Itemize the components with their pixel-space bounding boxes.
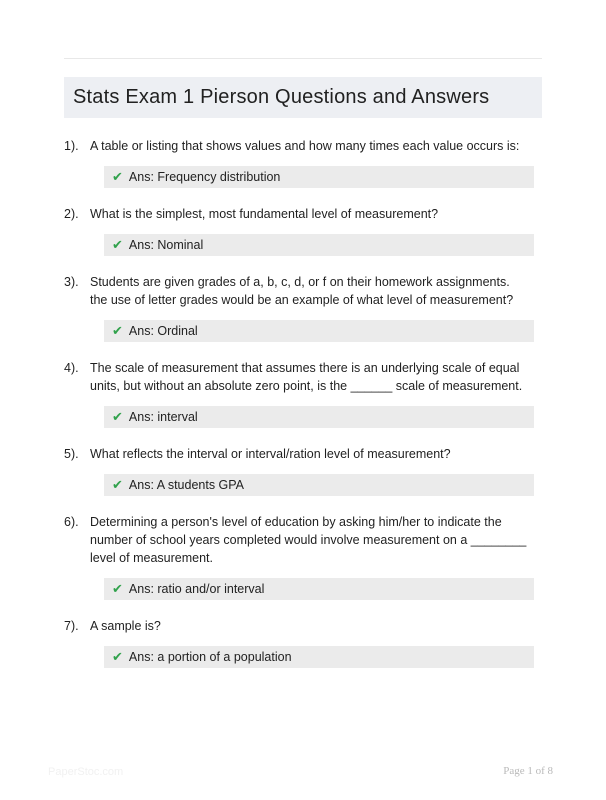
question-text: Determining a person's level of education by asking him/her to indicate the number of school years completed would involve measurement on a ________ level of measurement.: [90, 515, 527, 565]
check-icon: ✔: [112, 169, 123, 184]
check-icon: ✔: [112, 581, 123, 596]
question-block: [64, 445, 542, 496]
answer-box: [104, 578, 534, 600]
question-row: [64, 273, 542, 309]
answer-text: Ans: interval: [128, 410, 198, 424]
questions-list: [64, 137, 542, 668]
check-icon: ✔: [112, 237, 123, 252]
answer-box: [104, 474, 534, 496]
answer-box: [104, 320, 534, 342]
answer-box: [104, 406, 534, 428]
answer-text: Ans: Nominal: [128, 238, 204, 252]
question-row: [64, 617, 542, 635]
question-row: [64, 445, 542, 463]
check-icon: ✔: [112, 477, 123, 492]
answer-text: Ans: ratio and/or interval: [128, 582, 265, 596]
question-number: 3).: [64, 275, 79, 289]
question-block: [64, 513, 542, 600]
question-text: A table or listing that shows values and how many times each value occurs is:: [90, 139, 520, 153]
answer-box: [104, 646, 534, 668]
answer-text: Ans: Ordinal: [128, 324, 198, 338]
question-block: [64, 617, 542, 668]
answer-text: Ans: Frequency distribution: [128, 170, 281, 184]
title-bar: [64, 77, 542, 118]
question-row: [64, 205, 542, 223]
question-block: [64, 359, 542, 428]
top-divider: [64, 58, 542, 59]
question-number: 2).: [64, 207, 79, 221]
question-number: 6).: [64, 515, 79, 529]
question-block: [64, 273, 542, 342]
question-number: 1).: [64, 139, 79, 153]
question-block: [64, 205, 542, 256]
answer-text: Ans: A students GPA: [128, 478, 245, 492]
document-body: [64, 58, 542, 668]
watermark-text: PaperStoc.com: [48, 766, 124, 778]
page-number-label: Page 1 of 8: [503, 765, 553, 777]
question-text: What is the simplest, most fundamental level of measurement?: [90, 207, 439, 221]
check-icon: ✔: [112, 649, 123, 664]
answer-text: Ans: a portion of a population: [128, 650, 292, 664]
question-number: 4).: [64, 361, 79, 375]
question-text: Students are given grades of a, b, c, d, or f on their homework assignments. the use of letter grades would be an example of what level of measurement?: [90, 275, 514, 307]
question-text: A sample is?: [90, 619, 161, 633]
question-row: [64, 359, 542, 395]
question-number: 5).: [64, 447, 79, 461]
question-text: The scale of measurement that assumes there is an underlying scale of equal units, but without an absolute zero point, is the ______ scale of measurement.: [90, 361, 523, 393]
question-number: 7).: [64, 619, 79, 633]
check-icon: ✔: [112, 409, 123, 424]
question-row: [64, 137, 542, 155]
question-block: [64, 137, 542, 188]
answer-box: [104, 234, 534, 256]
question-row: [64, 513, 542, 567]
page-title: Stats Exam 1 Pierson Questions and Answers: [73, 86, 490, 108]
answer-box: [104, 166, 534, 188]
check-icon: ✔: [112, 323, 123, 338]
question-text: What reflects the interval or interval/ration level of measurement?: [90, 447, 451, 461]
